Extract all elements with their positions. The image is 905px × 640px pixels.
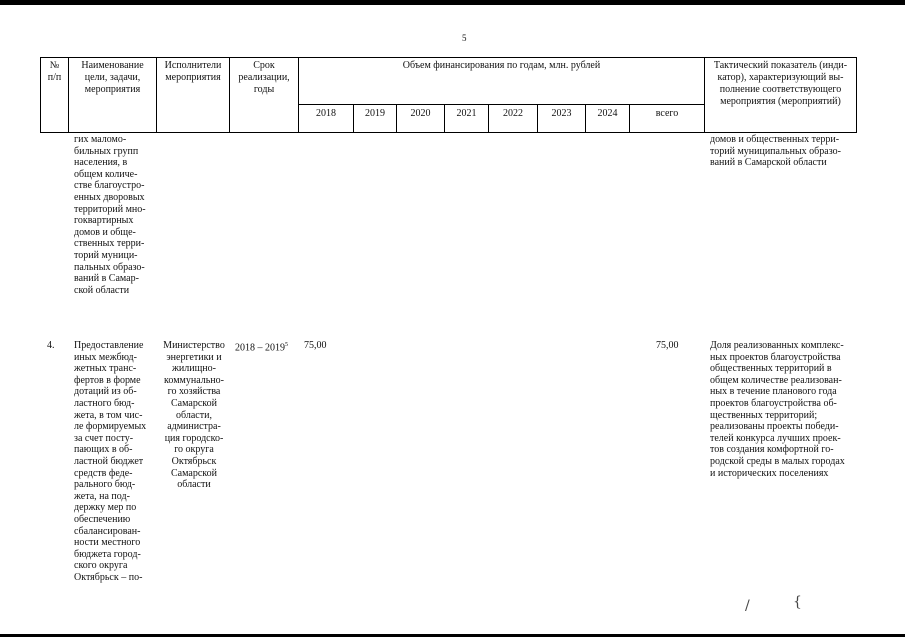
bottom-border	[0, 634, 905, 637]
row-continued-name: гих маломо- бильных групп населения, в общем количе- стве благоустро- енных дворовых территорий мно- гоквартирных домов и обще- ственных терри- торий муници- пальных образо- ваний в Самар- ской области	[74, 134, 146, 296]
row-4-indicator: Доля реализованных комплекс- ных проектов благоустройства общественных территорий в общем количестве реализован- ных в течение планового года проектов благоустройства об- щественных территорий; реализованы проекты победи- телей конкурса лучших проек- тов создания комфортной го- родской среды в малых городах и исторических поселениях	[710, 340, 845, 479]
header-year-2023: 2023	[551, 108, 572, 119]
header-col-name: Наименование цели, задачи, мероприятия	[81, 60, 144, 95]
row-4-name: Предоставление иных межбюд- жетных транс- фертов в форме дотаций из об- ластного бюд- жета, в том чис- ле формируемых за счет посту- пающих в об- ластной бюджет средств феде- рального бюд- жета, на под- держку мер по обеспечению сбалансирован- ности местного бюджета город- ского округа Октябрьск – по-	[74, 340, 147, 583]
page-number: 5	[462, 33, 467, 43]
header-year-2022: 2022	[503, 108, 523, 119]
top-border	[0, 0, 905, 5]
header-year-2018: 2018	[316, 108, 336, 119]
row-continued-indicator: домов и общественных терри- торий муниципальных образо- ваний в Самарской области	[710, 134, 841, 169]
header-year-2024: 2024	[597, 108, 618, 119]
header-col-indicator: Тактический показатель (инди- катор), характеризующий вы- полнение соответствующего мероприятия (мероприятий)	[713, 60, 848, 107]
header-total: всего	[655, 108, 679, 119]
header-col-executors: Исполнители мероприятия	[164, 60, 222, 83]
margin-mark: /	[745, 598, 750, 614]
margin-mark: {	[793, 594, 802, 610]
row-4-term: 2018 – 2019$^5$	[235, 342, 288, 354]
header-col-number: № п/п	[47, 60, 62, 83]
header-col-term: Срок реализации, годы	[238, 60, 290, 95]
header-year-2019: 2019	[365, 108, 385, 119]
header-col-funding: Объем финансирования по годам, млн. рублей	[402, 60, 601, 71]
header-year-2021: 2021	[456, 108, 477, 119]
row-4-value-2018: 75,00	[304, 340, 327, 351]
header-year-2020: 2020	[410, 108, 431, 119]
row-4-total: 75,00	[656, 340, 679, 351]
row-4-executors: Министерство энергетики и жилищно- коммунально- го хозяйства Самарской области, администра- ция городско- го округа Октябрьск Самарской области	[163, 340, 225, 491]
row-4-number: 4.	[47, 340, 55, 351]
